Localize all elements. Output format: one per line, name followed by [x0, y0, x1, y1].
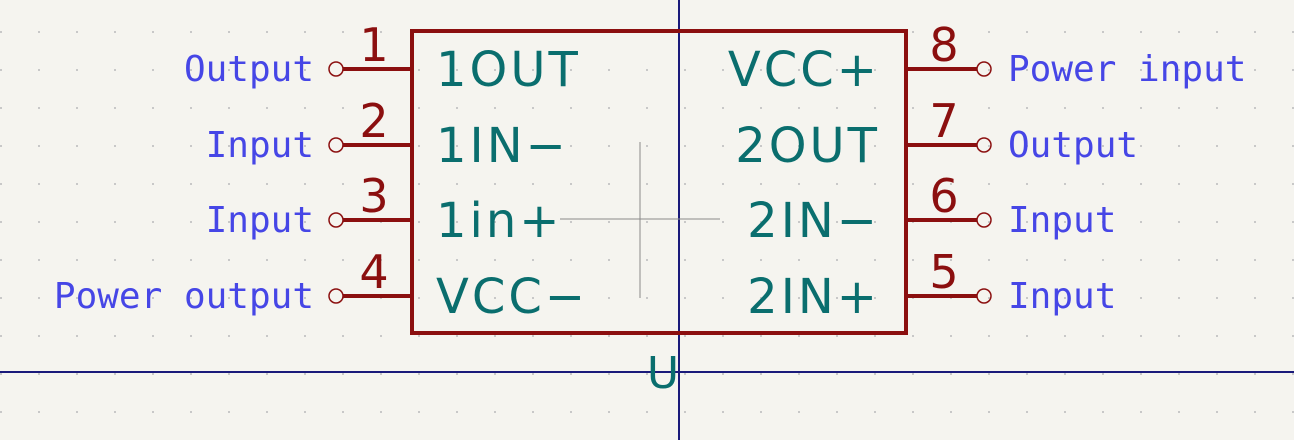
pin-6[interactable]	[747, 169, 1116, 249]
pin-number: 6	[929, 169, 959, 223]
pin-number: 8	[929, 18, 959, 72]
pin-name: VCC+	[727, 42, 880, 98]
pin-name: 1OUT	[436, 42, 581, 98]
pin-connection-circle[interactable]	[329, 62, 343, 76]
pin-name: 1IN−	[436, 118, 569, 174]
pin-number: 4	[359, 245, 389, 299]
pin-electrical-type: Input	[1008, 200, 1117, 241]
pin-3[interactable]	[206, 169, 563, 249]
pin-electrical-type: Input	[205, 125, 314, 166]
pin-connection-circle[interactable]	[977, 213, 991, 227]
pin-7[interactable]	[735, 94, 1138, 174]
pin-connection-circle[interactable]	[329, 289, 343, 303]
pin-number: 1	[359, 18, 389, 72]
pin-5[interactable]	[747, 245, 1116, 325]
pin-4[interactable]	[54, 245, 588, 325]
pin-connection-circle[interactable]	[329, 213, 343, 227]
reference-designator[interactable]: U	[646, 348, 680, 399]
pin-electrical-type: Input	[205, 200, 314, 241]
pin-electrical-type: Power output	[53, 276, 314, 317]
pin-name: 2IN−	[747, 193, 880, 249]
pin-electrical-type: Output	[183, 49, 314, 90]
pin-name: 1in+	[436, 193, 563, 249]
pin-name: VCC−	[436, 269, 589, 325]
pin-number: 3	[359, 169, 389, 223]
pin-number: 5	[929, 245, 959, 299]
pin-number: 7	[929, 94, 959, 148]
pin-electrical-type: Power input	[1008, 49, 1247, 90]
pin-electrical-type: Input	[1008, 276, 1117, 317]
pin-2[interactable]	[206, 94, 569, 174]
pin-connection-circle[interactable]	[977, 289, 991, 303]
pin-name: 2OUT	[735, 118, 880, 174]
pin-connection-circle[interactable]	[329, 138, 343, 152]
pin-number: 2	[359, 94, 389, 148]
pin-electrical-type: Output	[1008, 125, 1139, 166]
pin-name: 2IN+	[747, 269, 880, 325]
